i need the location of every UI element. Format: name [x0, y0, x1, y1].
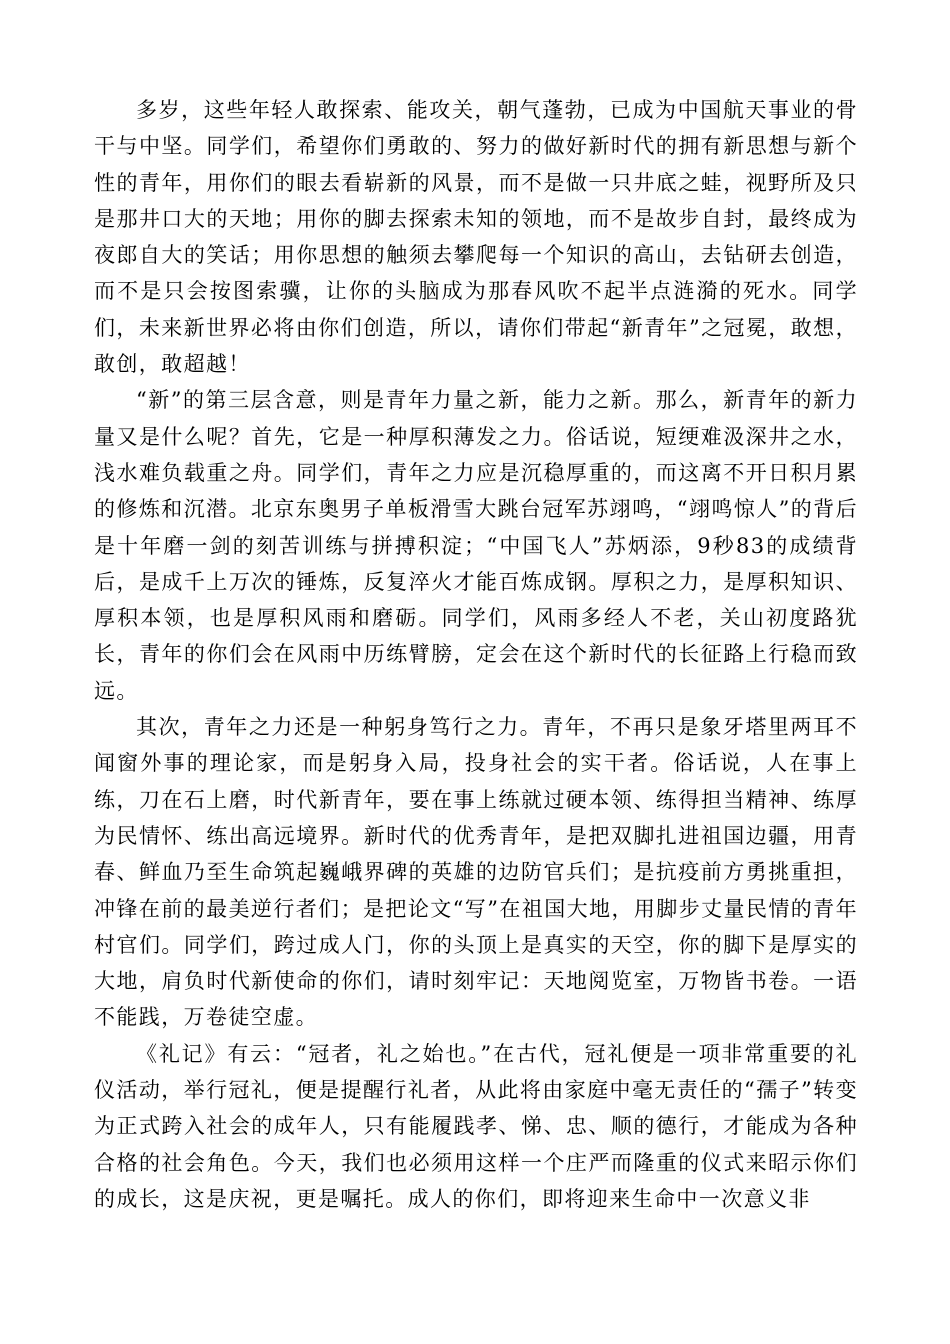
paragraph-4: 《礼记》有云：“冠者，礼之始也。”在古代，冠礼便是一项非常重要的礼仪活动，举行冠礼，便是提醒行礼者，从此将由家庭中毫无责任的“孺子”转变为正式跨入社会的成年人，只有能履践孝、悌、忠、顺的德行，才能成为各种合格的社会角色。今天，我们也必须用这样一个庄严而隆重的仪式来昭示你们的成长，这是庆祝，更是嘱托。成人的你们，即将迎来生命中一次意义非: [94, 1041, 858, 1211]
paragraph-3: 其次，青年之力还是一种躬身笃行之力。青年，不再只是象牙塔里两耳不闻窗外事的理论家，而是躬身入局，投身社会的实干者。俗话说，人在事上练，刀在石上磨，时代新青年，要在事上练就过硬本领、练得担当精神、练厚为民情怀、练出高远境界。新时代的优秀青年，是把双脚扎进祖国边疆，用青春、鲜血乃至生命筑起巍峨界碑的英雄的边防官兵们；是抗疫前方勇挑重担，冲锋在前的最美逆行者们；是把论文“写”在祖国大地，用脚步丈量民情的青年村官们。同学们，跨过成人门，你的头顶上是真实的天空，你的脚下是厚实的大地，肩负时代新使命的你们，请时刻牢记：天地阅览室，万物皆书卷。一语不能践，万卷徒空虚。: [94, 715, 858, 1030]
paragraph-1: 多岁，这些年轻人敢探索、能攻关，朝气蓬勃，已成为中国航天事业的骨干与中坚。同学们，希望你们勇敢的、努力的做好新时代的拥有新思想与新个性的青年，用你们的眼去看崭新的风景，而不是做一只井底之蛙，视野所及只是那井口大的天地；用你的脚去探索未知的领地，而不是故步自封，最终成为夜郎自大的笑话；用你思想的触须去攀爬每一个知识的高山，去钻研去创造，而不是只会按图索骥，让你的头脑成为那春风吹不起半点涟漪的死水。同学们，未来新世界必将由你们创造，所以，请你们带起“新青年”之冠冕，敢想，敢创，敢超越！: [94, 98, 858, 377]
document-body: [94, 92, 858, 1217]
paragraph-2: “新”的第三层含意，则是青年力量之新，能力之新。那么，新青年的新力量又是什么呢？首先，它是一种厚积薄发之力。俗话说，短绠难汲深井之水，浅水难负载重之舟。同学们，青年之力应是沉稳厚重的，而这离不开日积月累的修炼和沉潜。北京东奥男子单板滑雪大跳台冠军苏翊鸣，“翊鸣惊人”的背后是十年磨一剑的刻苦训练与拼搏积淀；“中国飞人”苏炳添，9秒83的成绩背后，是成千上万次的锤炼，反复淬火才能百炼成钢。厚积之力，是厚积知识、厚积本领，也是厚积风雨和磨砺。同学们，风雨多经人不老，关山初度路犹长，青年的你们会在风雨中历练臂膀，定会在这个新时代的长征路上行稳而致远。: [94, 388, 858, 703]
